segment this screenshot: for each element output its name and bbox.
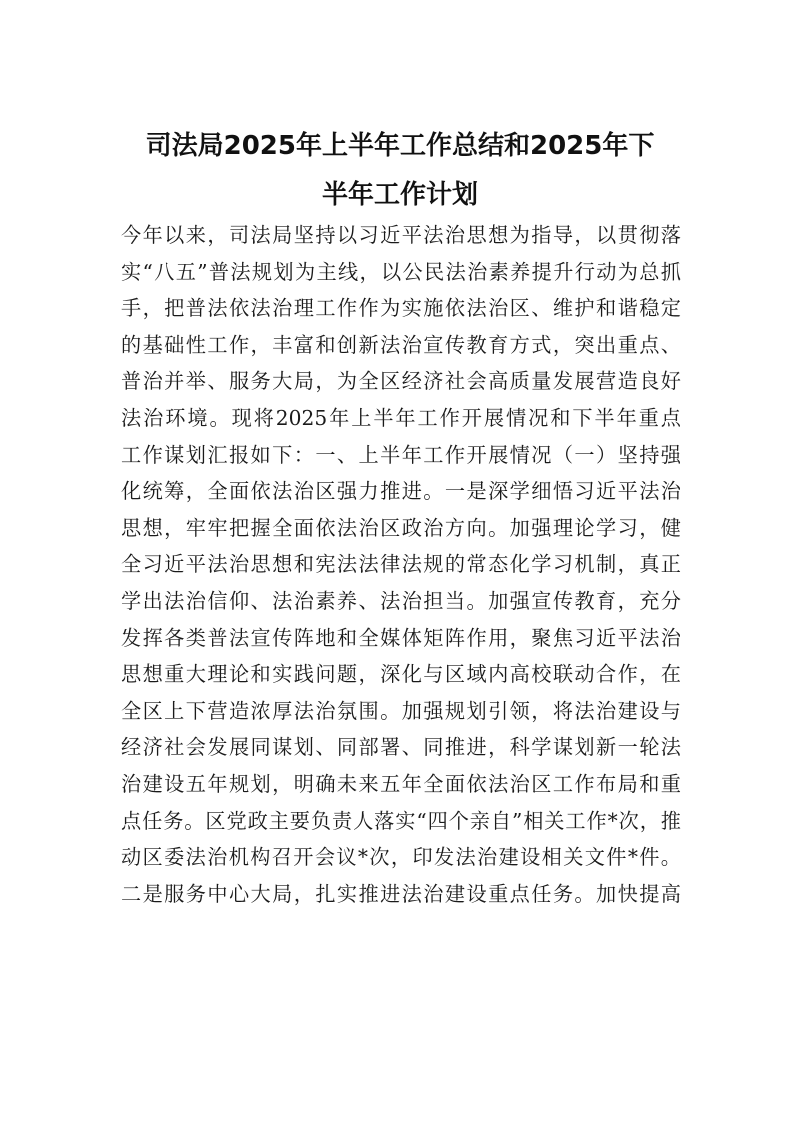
body-line: 学出法治信仰、法治素养、法治担当。加强宣传教育，充分 [121,588,681,613]
title-line-2: 半年工作计划 [321,180,478,210]
body-line: 手，把普法依法治理工作作为实施依法治区、维护和谐稳定 [121,296,681,321]
body-line: 治建设五年规划，明确未来五年全面依法治区工作布局和重 [121,771,681,796]
body-line: 普治并举、服务大局，为全区经济社会高质量发展营造良好 [121,369,681,394]
body-line: 二是服务中心大局，扎实推进法治建设重点任务。加快提高 [121,881,681,906]
title-line-1: 司法局2025年上半年工作总结和2025年下 [145,131,655,161]
body-line: 思想，牢牢把握全面依法治区政治方向。加强理论学习，健 [121,515,681,540]
document-title [100,122,700,220]
document-body [121,217,681,912]
body-line: 全习近平法治思想和宪法法律法规的常态化学习机制，真正 [121,552,681,577]
body-line: 工作谋划汇报如下：一、上半年工作开展情况（一）坚持强 [121,442,681,467]
body-line: 化统筹，全面依法治区强力推进。一是深学细悟习近平法治 [121,479,681,504]
body-line: 的基础性工作，丰富和创新法治宣传教育方式，突出重点、 [121,332,681,357]
body-line: 思想重大理论和实践问题，深化与区域内高校联动合作，在 [121,662,681,687]
body-line: 经济社会发展同谋划、同部署、同推进，科学谋划新一轮法 [121,735,681,760]
body-line: 全区上下营造浓厚法治氛围。加强规划引领，将法治建设与 [121,698,681,723]
body-line: 今年以来，司法局坚持以习近平法治思想为指导，以贯彻落 [121,223,681,247]
body-line: 点任务。区党政主要负责人落实“四个亲自”相关工作*次，推 [121,808,681,833]
body-line: 发挥各类普法宣传阵地和全媒体矩阵作用，聚焦习近平法治 [121,625,681,650]
body-line: 实“八五”普法规划为主线，以公民法治素养提升行动为总抓 [121,259,681,284]
body-line: 动区委法治机构召开会议*次，印发法治建设相关文件*件。 [121,845,681,870]
body-line: 法治环境。现将2025年上半年工作开展情况和下半年重点 [121,405,681,430]
